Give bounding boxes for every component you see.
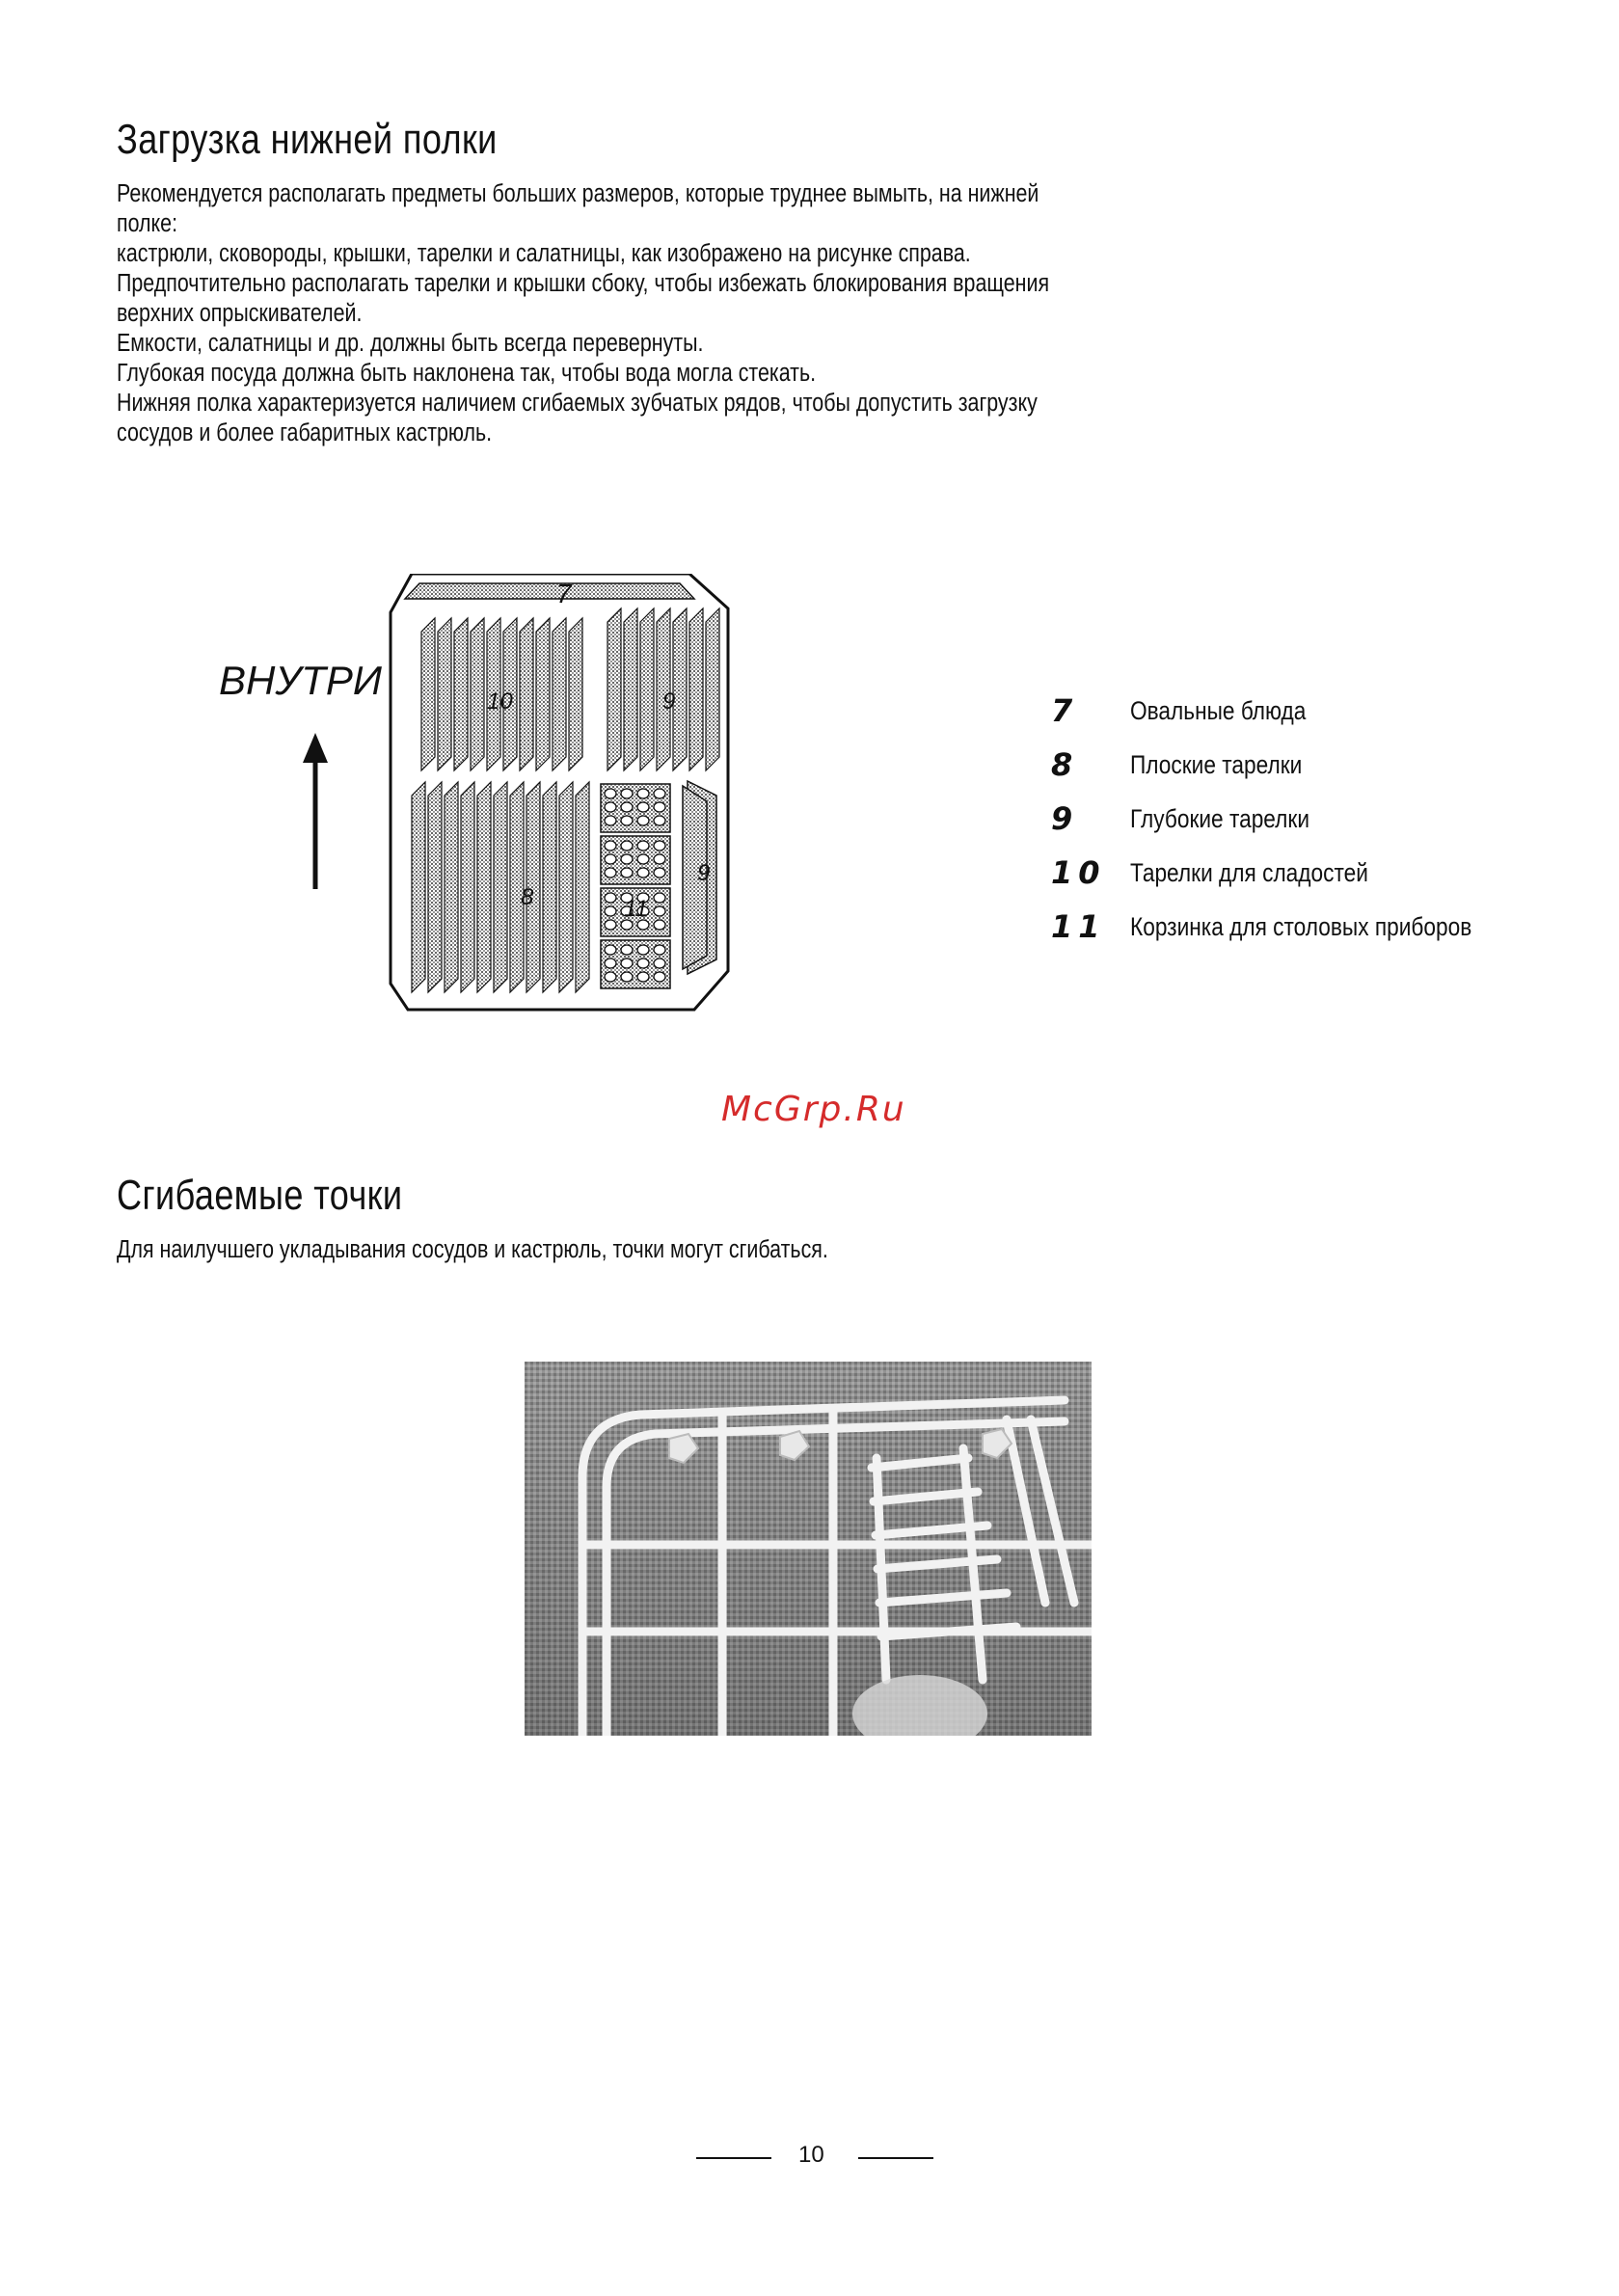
flat-plate <box>477 782 491 992</box>
cutlery-slot <box>654 816 665 825</box>
text-line: полке: <box>117 210 178 237</box>
section-title-foldable-points: Сгибаемые точки <box>117 1172 403 1219</box>
dessert-plate <box>553 618 566 770</box>
foldable-points-text <box>117 1235 1283 1265</box>
zone-deep-plates-side <box>683 781 716 974</box>
cutlery-slot <box>621 816 633 825</box>
text-line: верхних опрыскивателей. <box>117 300 363 327</box>
flat-plate <box>576 782 589 992</box>
cutlery-slot <box>654 920 665 930</box>
cutlery-slot <box>654 893 665 903</box>
text-line: сосудов и более габаритных кастрюль. <box>117 419 493 446</box>
deep-plate <box>624 608 637 770</box>
cutlery-slot <box>637 945 649 955</box>
cutlery-slot <box>605 854 616 864</box>
cutlery-slot <box>654 854 665 864</box>
cutlery-slot <box>605 802 616 812</box>
dessert-plate <box>536 618 550 770</box>
flat-plate <box>559 782 573 992</box>
legend-number: 11 <box>1051 908 1106 945</box>
zone-cutlery-basket <box>601 784 670 988</box>
flat-plate <box>461 782 474 992</box>
cutlery-slot <box>654 802 665 812</box>
dessert-plate <box>569 618 582 770</box>
cutlery-slot <box>605 945 616 955</box>
dessert-plate <box>454 618 468 770</box>
cutlery-slot <box>637 972 649 982</box>
legend-number: 9 <box>1051 800 1079 837</box>
cutlery-slot <box>621 854 633 864</box>
zone-label-9: 9 <box>662 689 676 715</box>
text-line: кастрюли, сковороды, крышки, тарелки и салатницы, как изображено на рисунке справа. <box>117 240 971 267</box>
watermark: McGrp.Ru <box>721 1090 906 1129</box>
cutlery-slot <box>654 868 665 878</box>
inside-label: ВНУТРИ <box>219 658 382 703</box>
cutlery-slot <box>654 789 665 798</box>
text-line: Глубокая посуда должна быть наклонена так, чтобы вода могла стекать. <box>117 360 817 387</box>
cutlery-slot <box>654 972 665 982</box>
cutlery-slot <box>605 789 616 798</box>
page-number: 10 <box>798 2142 824 2168</box>
flat-plate <box>543 782 556 992</box>
cutlery-slot <box>654 906 665 916</box>
up-arrow-icon <box>303 733 328 889</box>
zone-oval-dishes <box>405 579 694 608</box>
deep-plate <box>640 608 654 770</box>
deep-plate <box>607 608 621 770</box>
text-line: Предпочтительно располагать тарелки и крышки сбоку, чтобы избежать блокирования вращения <box>117 270 1050 297</box>
cutlery-slot <box>605 816 616 825</box>
cutlery-slot <box>637 841 649 851</box>
section-title-lower-rack: Загрузка нижней полки <box>117 116 498 163</box>
dessert-plate <box>520 618 533 770</box>
cutlery-slot <box>621 841 633 851</box>
cutlery-slot <box>621 959 633 968</box>
legend-number: 8 <box>1051 746 1079 783</box>
flat-plate <box>428 782 442 992</box>
flat-plate <box>494 782 507 992</box>
footer-rule <box>858 2157 933 2159</box>
dessert-plate <box>438 618 451 770</box>
zone-label-11: 11 <box>624 896 648 922</box>
legend-label: Тарелки для сладостей <box>1130 858 1368 887</box>
cutlery-slot <box>605 906 616 916</box>
cutlery-slot <box>654 945 665 955</box>
text-line: Емкости, салатницы и др. должны быть всегда перевернуты. <box>117 330 704 357</box>
page-footer <box>0 2142 1619 2171</box>
flat-plate <box>445 782 458 992</box>
cutlery-slot <box>605 893 616 903</box>
legend-number: 10 <box>1051 854 1106 891</box>
lower-rack-diagram <box>207 574 747 1037</box>
legend-label: Плоские тарелки <box>1130 750 1303 779</box>
deep-plate <box>689 608 703 770</box>
cutlery-slot <box>605 868 616 878</box>
dessert-plate <box>471 618 484 770</box>
legend-label: Глубокие тарелки <box>1130 804 1309 833</box>
zone-label-10: 10 <box>487 689 513 715</box>
flat-plate <box>412 782 425 992</box>
deep-plate <box>706 608 719 770</box>
cutlery-slot <box>637 854 649 864</box>
legend-label: Овальные блюда <box>1130 696 1307 725</box>
zone-label-8: 8 <box>521 884 534 910</box>
cutlery-slot <box>605 841 616 851</box>
footer-rule <box>696 2157 771 2159</box>
cutlery-slot <box>637 816 649 825</box>
text-line: Для наилучшего укладывания сосудов и кастрюль, точки могут сгибаться. <box>117 1236 828 1263</box>
cutlery-slot <box>637 959 649 968</box>
text-line: Рекомендуется располагать предметы больших размеров, которые труднее вымыть, на нижней <box>117 180 1039 207</box>
cutlery-slot <box>621 789 633 798</box>
zone-label-7: 7 <box>556 579 572 608</box>
cutlery-slot <box>637 789 649 798</box>
cutlery-slot <box>654 841 665 851</box>
cutlery-slot <box>605 959 616 968</box>
zone-flat-plates <box>412 782 589 992</box>
cutlery-slot <box>621 972 633 982</box>
zone-label-9-side: 9 <box>697 860 711 886</box>
cutlery-slot <box>605 972 616 982</box>
legend-label: Корзинка для столовых приборов <box>1130 912 1472 941</box>
dessert-plate <box>421 618 435 770</box>
legend-number: 7 <box>1051 692 1079 729</box>
cutlery-slot <box>621 802 633 812</box>
cutlery-slot <box>605 920 616 930</box>
cutlery-slot <box>637 802 649 812</box>
text-line: Нижняя полка характеризуется наличием сгибаемых зубчатых рядов, чтобы допустить загрузку <box>117 390 1038 417</box>
cutlery-slot <box>621 868 633 878</box>
rack-photo <box>525 1362 1092 1736</box>
cutlery-slot <box>621 945 633 955</box>
cutlery-slot <box>654 959 665 968</box>
lower-rack-text <box>117 179 1283 448</box>
cutlery-slot <box>637 868 649 878</box>
